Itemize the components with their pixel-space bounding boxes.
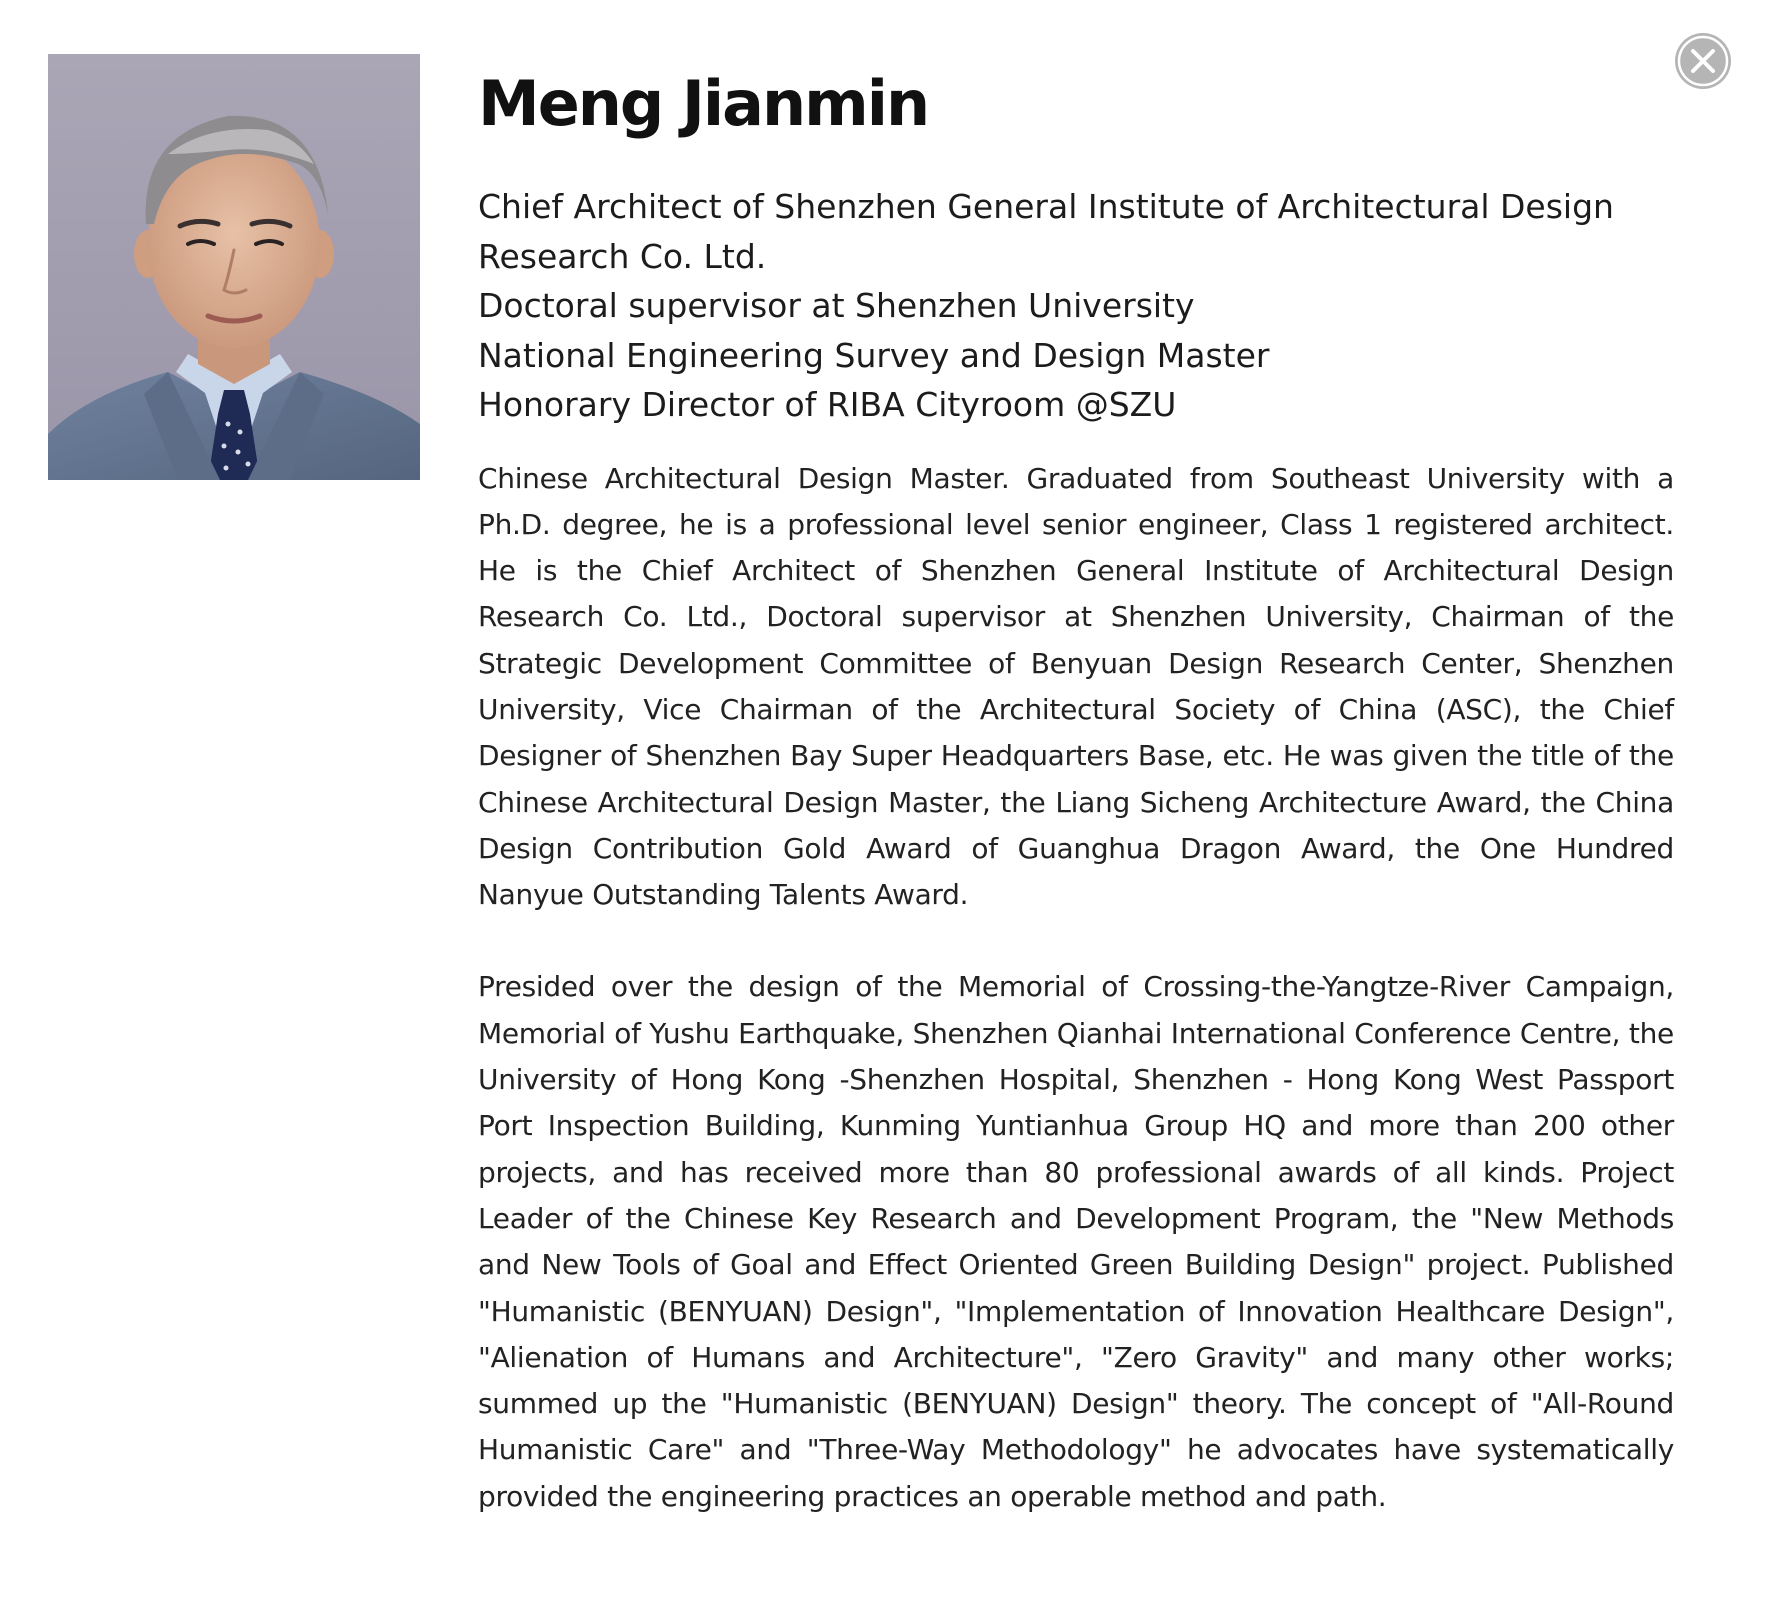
profile-titles [478,182,1674,430]
profile-portrait [48,54,420,480]
portrait-illustration [48,54,420,480]
title-line: Honorary Director of RIBA Cityroom @SZU [478,385,1177,424]
close-button[interactable] [1675,33,1731,89]
profile-content [478,60,1674,1566]
profile-bio [478,456,1674,1521]
bio-paragraph: Chinese Architectural Design Master. Graduated from Southeast University with a Ph.D. degree, he is a professional level senior engineer, Class 1 registered architect. He is the Chief Architect of Shenzhen General Institute of Architectural Design Research Co. Ltd., Doctoral supervisor at Shenzhen University, Chairman of the Strategic Development Committee of Benyuan Design Research Center, Shenzhen University, Vice Chairman of the Architectural Society of China (ASC), the Chief Designer of Shenzhen Bay Super Headquarters Base, etc. He was given the title of the Chinese Architectural Design Master, the Liang Sicheng Architecture Award, the China Design Contribution Gold Award of Guanghua Dragon Award, the One Hundred Nanyue Outstanding Talents Award. [478,461,1674,912]
title-line: Research Co. Ltd. [478,236,767,276]
bio-paragraph: Presided over the design of the Memorial of Crossing-the-Yangtze-River Campaign, Memorial of Yushu Earthquake, Shenzhen Qianhai International Conference Centre, the University of Hong Kong -Shenzhen Hospital, Shenzhen - Hong Kong West Passport Port Inspection Building, Kunming Yuntianhua Group HQ and more than 200 other projects, and has received more than 80 professional awards of all kinds. Project Leader of the Chinese Key Research and Development Program, the "New Methods and New Tools of Goal and Effect Oriented Green Building Design" project. Published "Humanistic (BENYUAN) Design", "Implementation of Innovation Healthcare Design", "Alienation of Humans and Architecture", "Zero Gravity" and many other works; summed up the "Humanistic (BENYUAN) Design" theory. The concept of "All-Round Humanistic Care" and "Three-Way Methodology" he advocates have systematically provided the engineering practices an operable method and path. [478,970,1674,1513]
title-line: Chief Architect of Shenzhen General Institute of Architectural Design [478,187,1614,226]
title-line: National Engineering Survey and Design Master [478,335,1270,375]
profile-name: Meng Jianmin [478,67,929,140]
close-icon [1675,33,1731,89]
title-line: Doctoral supervisor at Shenzhen University [478,286,1195,325]
